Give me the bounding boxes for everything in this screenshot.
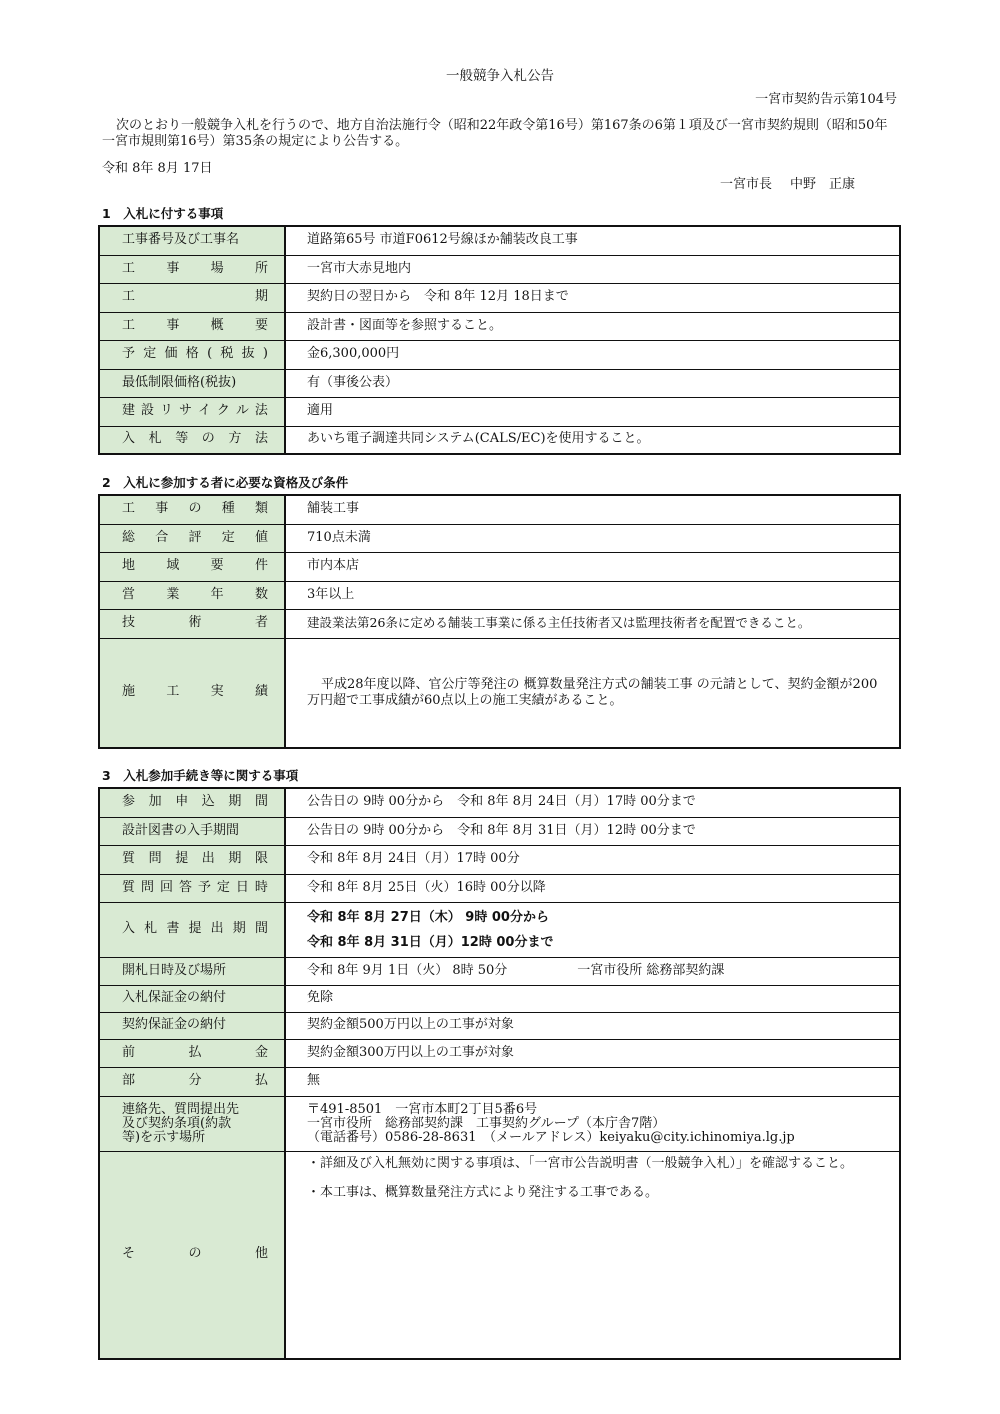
opening-place: 一宮市役所 総務部契約課 — [577, 962, 725, 978]
row-label: 建 設 リ サ イ ク ル 法 — [99, 397, 285, 426]
row-label: 前 払 金 — [99, 1039, 285, 1067]
table-row — [99, 638, 900, 748]
row-label: 工 事 場 所 — [99, 255, 285, 283]
row-label: 参 加 申 込 期 間 — [99, 788, 285, 817]
row-value — [285, 1096, 900, 1151]
table-row — [99, 255, 900, 283]
table-row — [99, 1012, 900, 1039]
table-row — [99, 426, 900, 454]
row-value: 契約金額500万円以上の工事が対象 — [285, 1012, 900, 1039]
contact-label-line1: 連絡先、質問提出先 — [122, 1101, 240, 1117]
section2-table — [98, 494, 901, 749]
other-note-1: ・詳細及び入札無効に関する事項は、「一宮市公告説明書（一般競争入札）」を確認すること。 — [307, 1155, 854, 1171]
row-value: 公告日の 9時 00分から 令和 8年 8月 24日（月）17時 00分まで — [285, 788, 900, 817]
notice-number: 一宮市契約告示第104号 — [755, 92, 897, 107]
row-value: 公告日の 9時 00分から 令和 8年 8月 31日（月）12時 00分まで — [285, 817, 900, 845]
row-value: 免除 — [285, 985, 900, 1012]
page-title: 一般競争入札公告 — [446, 68, 554, 84]
section3-heading: 3 入札参加手続き等に関する事項 — [102, 768, 299, 783]
row-value: 適用 — [285, 397, 900, 426]
other-note-2: ・本工事は、概算数量発注方式により発注する工事である。 — [307, 1184, 659, 1200]
notice-date: 令和 8年 8月 17日 — [102, 161, 213, 176]
table-row — [99, 788, 900, 817]
table-row — [99, 817, 900, 845]
table-row — [99, 1096, 900, 1151]
row-label: 総 合 評 定 値 — [99, 524, 285, 552]
signer-name: 中野 正康 — [790, 177, 856, 192]
row-label: 部 分 払 — [99, 1067, 285, 1096]
row-label: 入札保証金の納付 — [99, 985, 285, 1012]
contact-office: 一宮市役所 総務部契約課 工事契約グループ（本庁舎7階） — [307, 1115, 666, 1131]
table-row — [99, 957, 900, 985]
row-label: 開札日時及び場所 — [99, 957, 285, 985]
row-label: 工 事 概 要 — [99, 312, 285, 340]
row-label: そ の 他 — [99, 1151, 285, 1359]
section1-heading: 1 入札に付する事項 — [102, 206, 224, 221]
table-row — [99, 226, 900, 255]
contact-address: 〒491-8501 一宮市本町2丁目5番6号 — [307, 1101, 538, 1117]
bid-period-start: 令和 8年 8月 27日（木） 9時 00分から — [307, 909, 549, 925]
row-label: 質 問 回 答 予 定 日 時 — [99, 874, 285, 902]
table-row — [99, 985, 900, 1012]
row-value — [285, 902, 900, 957]
row-value: 金6,300,000円 — [285, 340, 900, 369]
contact-label-line3: 等)を示す場所 — [122, 1129, 206, 1145]
row-value: 道路第65号 市道F0612号線ほか舗装改良工事 — [285, 226, 900, 255]
row-value: 設計書・図面等を参照すること。 — [285, 312, 900, 340]
table-row — [99, 1039, 900, 1067]
table-row — [99, 312, 900, 340]
intro-text: 次のとおり一般競争入札を行うので、地方自治法施行令（昭和22年政令第16号）第167条の6第１項及び一宮市契約規則（昭和50年一宮市規則第16号）第35条の規定により公告する。 — [102, 118, 888, 149]
row-value: 契約金額300万円以上の工事が対象 — [285, 1039, 900, 1067]
table-row — [99, 1151, 900, 1359]
table-row — [99, 524, 900, 552]
row-value — [285, 957, 900, 985]
row-label: 施 工 実 績 — [99, 638, 285, 748]
row-value: 令和 8年 8月 25日（火）16時 00分以降 — [285, 874, 900, 902]
section2-heading: 2 入札に参加する者に必要な資格及び条件 — [102, 475, 349, 490]
row-label: 予 定 価 格 ( 税 抜 ) — [99, 340, 285, 369]
table-row — [99, 397, 900, 426]
row-label: 工事番号及び工事名 — [99, 226, 285, 255]
row-label: 営 業 年 数 — [99, 581, 285, 609]
row-value: 舗装工事 — [285, 495, 900, 524]
section1-table — [98, 225, 901, 455]
table-row — [99, 845, 900, 874]
table-row — [99, 495, 900, 524]
row-value: あいち電子調達共同システム(CALS/EC)を使用すること。 — [285, 426, 900, 454]
table-row — [99, 874, 900, 902]
row-value — [285, 1151, 900, 1359]
row-value: 建設業法第26条に定める舗装工事業に係る主任技術者又は監理技術者を配置できること。 — [285, 609, 900, 638]
table-row — [99, 902, 900, 957]
row-label: 入 札 等 の 方 法 — [99, 426, 285, 454]
signer — [720, 177, 855, 194]
contact-label-line2: 及び契約条項(約款 — [122, 1115, 232, 1131]
row-label: 工 事 の 種 類 — [99, 495, 285, 524]
table-row — [99, 581, 900, 609]
contact-phone-email: （電話番号）0586-28-8631 （メールアドレス）keiyaku@city.ichinomiya.lg.jp — [307, 1129, 795, 1145]
row-label: 質 問 提 出 期 限 — [99, 845, 285, 874]
row-value: 有（事後公表） — [285, 369, 900, 397]
row-label: 入 札 書 提 出 期 間 — [99, 902, 285, 957]
row-value: 無 — [285, 1067, 900, 1096]
row-value: 令和 8年 8月 24日（月）17時 00分 — [285, 845, 900, 874]
opening-datetime: 令和 8年 9月 1日（火） 8時 50分 — [307, 962, 508, 978]
row-value: 3年以上 — [285, 581, 900, 609]
row-label — [99, 1096, 285, 1151]
table-row — [99, 609, 900, 638]
row-label: 契約保証金の納付 — [99, 1012, 285, 1039]
row-label: 工 期 — [99, 283, 285, 312]
signer-title: 一宮市長 — [720, 177, 773, 192]
row-label: 最低制限価格(税抜) — [99, 369, 285, 397]
table-row — [99, 340, 900, 369]
row-label: 設計図書の入手期間 — [99, 817, 285, 845]
row-value: 平成28年度以降、官公庁等発注の 概算数量発注方式の舗装工事 の元請として、契約金額が200万円超で工事成績が60点以上の施工実績があること。 — [285, 638, 900, 748]
row-value: 契約日の翌日から 令和 8年 12月 18日まで — [285, 283, 900, 312]
row-label: 技 術 者 — [99, 609, 285, 638]
row-value: 一宮市大赤見地内 — [285, 255, 900, 283]
row-label: 地 域 要 件 — [99, 552, 285, 581]
bid-period-end: 令和 8年 8月 31日（月）12時 00分まで — [307, 934, 554, 950]
section3-table — [98, 787, 901, 1360]
row-value: 710点未満 — [285, 524, 900, 552]
table-row — [99, 1067, 900, 1096]
table-row — [99, 369, 900, 397]
table-row — [99, 552, 900, 581]
row-value: 市内本店 — [285, 552, 900, 581]
table-row — [99, 283, 900, 312]
